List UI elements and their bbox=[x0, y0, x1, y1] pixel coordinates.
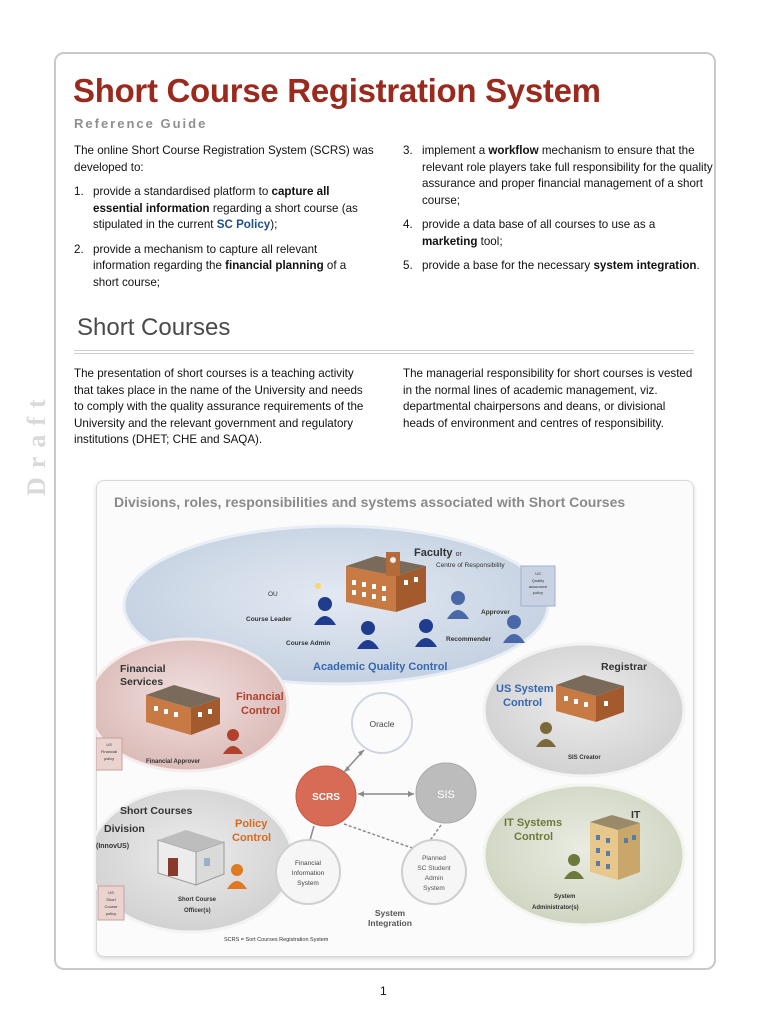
svg-text:IT: IT bbox=[631, 809, 641, 821]
svg-text:Planned: Planned bbox=[422, 855, 446, 862]
page-subtitle: Reference Guide bbox=[74, 116, 208, 131]
section-heading: Short Courses bbox=[77, 314, 231, 341]
svg-text:Financial: Financial bbox=[120, 663, 166, 675]
svg-text:Admin: Admin bbox=[424, 875, 444, 882]
draft-watermark bbox=[18, 380, 54, 500]
svg-text:System: System bbox=[374, 908, 406, 918]
svg-text:Administrator(s): Administrator(s) bbox=[532, 905, 579, 911]
diagram-footnote: SCRS = Sort Courses Registration System bbox=[224, 937, 329, 943]
lightbulb-icon bbox=[315, 583, 321, 589]
svg-text:US: US bbox=[108, 890, 114, 895]
svg-text:Policy: Policy bbox=[235, 818, 268, 830]
list-item: 2. provide a mechanism to capture all relevant information regarding the financial planning of a short course; bbox=[74, 242, 347, 289]
svg-text:SIS Creator: SIS Creator bbox=[568, 755, 601, 761]
svg-text:Financial: Financial bbox=[100, 749, 118, 754]
list-item: 4. provide a data base of all courses to use as a marketing tool; bbox=[403, 218, 656, 248]
svg-text:US System: US System bbox=[496, 683, 554, 695]
diagram-title: Divisions, roles, responsibilities and systems associated with Short Courses bbox=[114, 494, 626, 510]
svg-text:System: System bbox=[423, 885, 445, 892]
svg-text:Short Course: Short Course bbox=[178, 897, 217, 903]
svg-text:Services: Services bbox=[120, 676, 164, 688]
list-item: 1. provide a standardised platform to capture all essential information regarding a short course (as stipulated in the current SC Policy); bbox=[74, 185, 358, 231]
section-right-text: The managerial responsibility for short courses is vested in the normal lines of academic management, viz. departmental chairpersons and deans, or divisional heads of environment and centres of responsibility. bbox=[403, 367, 693, 430]
quality-policy-document-icon bbox=[521, 566, 555, 606]
svg-text:US: US bbox=[535, 571, 541, 576]
it-building-icon bbox=[590, 815, 640, 880]
svg-text:Officer(s): Officer(s) bbox=[184, 908, 211, 914]
svg-text:Division: Division bbox=[104, 823, 145, 835]
intro-left-column bbox=[74, 143, 374, 299]
svg-text:US: US bbox=[106, 742, 112, 747]
svg-text:IT Systems: IT Systems bbox=[504, 817, 563, 829]
it-ellipse bbox=[484, 785, 684, 925]
svg-text:Oracle: Oracle bbox=[369, 719, 395, 729]
svg-text:policy: policy bbox=[103, 756, 115, 761]
svg-text:Registrar: Registrar bbox=[601, 661, 648, 673]
svg-text:Control: Control bbox=[241, 705, 281, 717]
svg-text:Information: Information bbox=[291, 870, 325, 877]
page-title: Short Course Registration System bbox=[73, 72, 601, 109]
svg-text:System: System bbox=[297, 880, 319, 887]
svg-text:Quality: Quality bbox=[531, 578, 545, 583]
svg-text:Centre of Responsibility: Centre of Responsibility bbox=[436, 562, 505, 569]
svg-text:Financial: Financial bbox=[236, 691, 284, 703]
svg-text:Academic Quality Control: Academic Quality Control bbox=[313, 661, 448, 673]
financial-policy-document-icon bbox=[96, 738, 122, 770]
intro-lead: The online Short Course Registration System (SCRS) was developed to: bbox=[74, 144, 374, 174]
svg-text:Course Leader: Course Leader bbox=[246, 616, 292, 623]
svg-text:policy: policy bbox=[532, 590, 544, 595]
svg-text:Faculty or: Faculty or bbox=[414, 547, 462, 559]
connector-dashed bbox=[344, 824, 418, 850]
svg-text:Short Courses: Short Courses bbox=[120, 805, 193, 817]
svg-text:SC Student: SC Student bbox=[417, 865, 451, 872]
svg-text:Control: Control bbox=[232, 832, 272, 844]
svg-text:OU: OU bbox=[268, 591, 278, 598]
list-item: 5. provide a base for the necessary system integration. bbox=[403, 259, 700, 272]
svg-text:Control: Control bbox=[514, 831, 554, 843]
svg-text:Financial Approver: Financial Approver bbox=[146, 759, 201, 765]
svg-text:Course: Course bbox=[104, 904, 118, 909]
svg-text:Financial: Financial bbox=[294, 860, 322, 867]
short-course-policy-document-icon bbox=[98, 886, 124, 920]
page-number: 1 bbox=[380, 984, 387, 998]
draft-watermark-text: Draft bbox=[22, 390, 51, 496]
svg-text:assurance: assurance bbox=[528, 584, 548, 589]
svg-text:System: System bbox=[554, 894, 576, 900]
svg-text:Course Admin: Course Admin bbox=[286, 640, 331, 647]
svg-text:policy: policy bbox=[105, 911, 117, 916]
svg-text:Integration: Integration bbox=[368, 918, 412, 928]
svg-text:Approver: Approver bbox=[481, 609, 510, 616]
planned-student-admin-node bbox=[402, 840, 466, 904]
svg-text:Control: Control bbox=[503, 697, 543, 709]
svg-text:Short: Short bbox=[106, 897, 116, 902]
connector-arrow bbox=[310, 826, 314, 840]
svg-text:(InnovUS): (InnovUS) bbox=[96, 843, 130, 850]
sc-policy-link[interactable]: SC Policy bbox=[216, 218, 271, 231]
svg-text:Recommender: Recommender bbox=[446, 636, 492, 643]
svg-text:SIS: SIS bbox=[437, 789, 455, 801]
svg-text:SCRS: SCRS bbox=[312, 792, 340, 803]
intro-right-column bbox=[403, 143, 713, 283]
roles-diagram bbox=[96, 480, 694, 957]
list-item: 3. implement a workflow mechanism to ensure that the relevant role players take full responsibility for the quality assurance and proper financial management of a short course; bbox=[403, 144, 713, 207]
section-left-text: The presentation of short courses is a teaching activity that takes place in the name of the University and needs to comply with the quality assurance requirements of the University and the relevant government and regulatory institutions (DHET; CHE and SAQA). bbox=[74, 367, 364, 446]
section-divider bbox=[74, 350, 694, 354]
